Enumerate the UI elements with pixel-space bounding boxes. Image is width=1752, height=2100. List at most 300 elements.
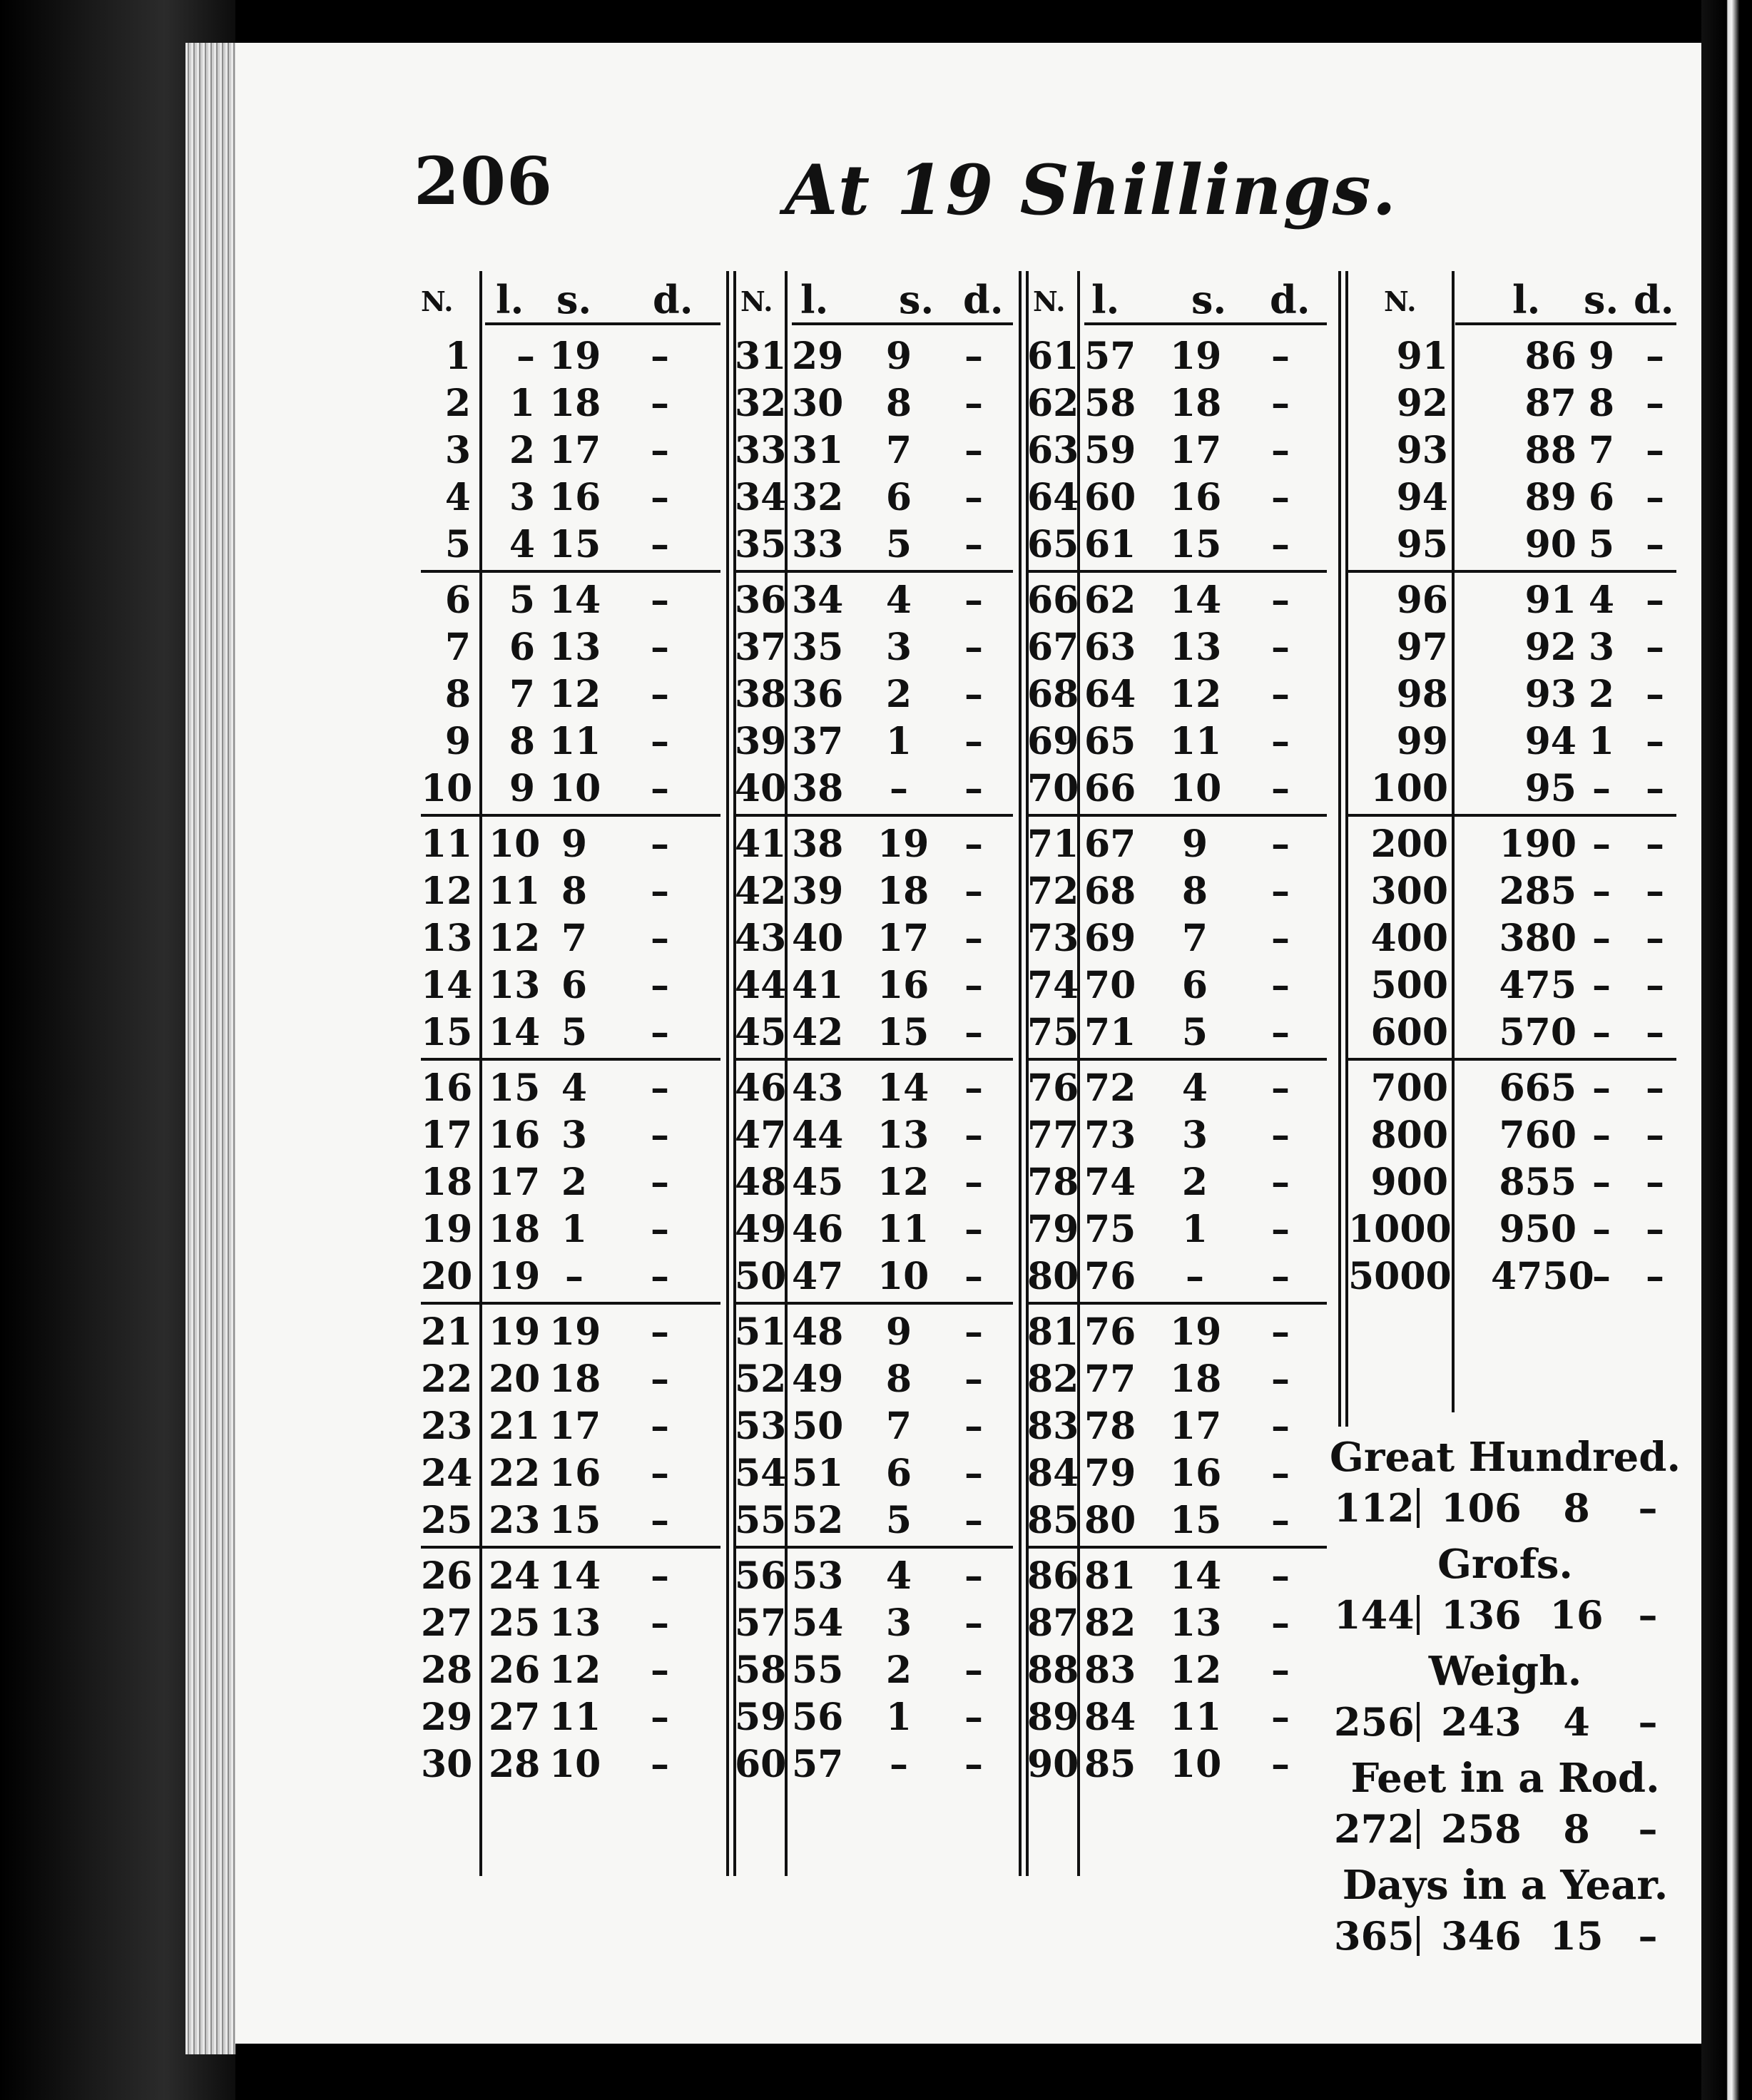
group-rule-line xyxy=(1027,1058,1327,1061)
extra-cell-d: – xyxy=(1638,1699,1658,1745)
cell-s: 5 xyxy=(561,1011,588,1054)
cell-d: – xyxy=(1646,1161,1664,1204)
cell-d: – xyxy=(964,1113,983,1157)
cell-s: 2 xyxy=(1181,1161,1208,1204)
group-rule xyxy=(421,1543,720,1551)
cell-n: 17 xyxy=(421,1113,473,1157)
rows xyxy=(1027,332,1327,1787)
cell-d: – xyxy=(1271,1357,1290,1401)
cell-s: 17 xyxy=(549,429,601,472)
cell-n: 84 xyxy=(1027,1452,1079,1495)
group-rule xyxy=(421,1055,720,1064)
cell-d: – xyxy=(651,1405,669,1448)
cell-n: 38 xyxy=(735,673,787,716)
cell-s: 14 xyxy=(549,578,601,622)
cell-l: 67 xyxy=(1084,822,1136,866)
cell-n: 41 xyxy=(735,822,787,866)
table-row xyxy=(421,1308,720,1355)
table-row xyxy=(1348,1252,1676,1299)
cell-l: 80 xyxy=(1084,1499,1136,1542)
extra-rule xyxy=(1417,1488,1420,1528)
page-edges xyxy=(185,43,235,2054)
cell-l: 43 xyxy=(792,1066,844,1110)
cell-s: 7 xyxy=(1588,429,1615,472)
cell-n: 54 xyxy=(735,1452,787,1495)
cell-l: 10 xyxy=(489,822,541,866)
table-row xyxy=(1027,1646,1327,1693)
group-rule-line xyxy=(735,570,1013,573)
cell-d: – xyxy=(651,382,669,425)
cell-d: – xyxy=(964,917,983,960)
cell-l: 23 xyxy=(489,1499,541,1542)
cell-n: 95 xyxy=(1396,523,1448,566)
table-row xyxy=(735,867,1013,914)
cell-n: 34 xyxy=(735,476,787,519)
cell-d: – xyxy=(1271,1696,1290,1739)
cell-l: 21 xyxy=(489,1405,541,1448)
header-s: s. xyxy=(1584,277,1619,322)
cell-s: 2 xyxy=(885,673,912,716)
cell-n: 900 xyxy=(1370,1161,1448,1204)
cell-d: – xyxy=(1271,870,1290,913)
cell-n: 4 xyxy=(444,476,471,519)
table-row xyxy=(421,1252,720,1299)
cell-n: 62 xyxy=(1027,382,1079,425)
cell-n: 5000 xyxy=(1348,1255,1452,1298)
group-rule xyxy=(421,567,720,576)
header-rule xyxy=(792,322,1013,325)
cell-d: – xyxy=(651,335,669,378)
cell-n: 18 xyxy=(421,1161,473,1204)
group-rule-line xyxy=(421,814,720,817)
cell-n: 40 xyxy=(735,767,787,810)
cell-d: – xyxy=(964,1066,983,1110)
cell-s: 13 xyxy=(877,1113,930,1157)
cell-n: 82 xyxy=(1027,1357,1079,1401)
cell-s: 16 xyxy=(549,476,601,519)
extra-cell-n: 144 xyxy=(1334,1592,1415,1638)
cell-n: 97 xyxy=(1396,626,1448,669)
extra-cell-n: 272 xyxy=(1334,1806,1415,1852)
cell-s: 7 xyxy=(561,917,588,960)
cell-l: 52 xyxy=(792,1499,844,1542)
cell-s: – xyxy=(1592,1255,1611,1298)
cell-s: – xyxy=(1592,767,1611,810)
table-column-2 xyxy=(735,271,1013,1876)
cell-d: – xyxy=(1271,523,1290,566)
cell-d: – xyxy=(1646,964,1664,1007)
cell-d: – xyxy=(1271,1405,1290,1448)
extra-rule xyxy=(1417,1702,1420,1742)
cell-l: 71 xyxy=(1084,1011,1136,1054)
column-header xyxy=(735,271,1013,321)
extra-row xyxy=(1334,1913,1676,1963)
cell-n: 76 xyxy=(1027,1066,1079,1110)
cell-s: 16 xyxy=(1170,1452,1222,1495)
extra-cell-l: 136 xyxy=(1441,1592,1522,1638)
table-row xyxy=(1027,961,1327,1008)
table-row xyxy=(421,1008,720,1055)
cell-l: 49 xyxy=(792,1357,844,1401)
cell-d: – xyxy=(1271,382,1290,425)
header-rule xyxy=(485,322,720,325)
group-rule-line xyxy=(735,814,1013,817)
group-rule xyxy=(735,1543,1013,1551)
table-row xyxy=(1348,473,1676,520)
cell-n: 45 xyxy=(735,1011,787,1054)
rows xyxy=(735,332,1013,1787)
table-row xyxy=(735,473,1013,520)
header-rule xyxy=(1084,322,1327,325)
facing-page-edge xyxy=(1701,0,1752,2100)
cell-s: 1 xyxy=(885,1696,912,1739)
page-number: 206 xyxy=(414,143,554,220)
table-row xyxy=(421,1205,720,1252)
cell-d: – xyxy=(1271,1554,1290,1598)
table-row xyxy=(1027,1064,1327,1111)
cell-l: 9 xyxy=(509,767,535,810)
cell-s: 15 xyxy=(549,1499,601,1542)
cell-d: – xyxy=(1271,1066,1290,1110)
header-s: s. xyxy=(899,277,934,322)
cell-d: – xyxy=(1646,870,1664,913)
cell-s: 2 xyxy=(885,1648,912,1692)
cell-n: 74 xyxy=(1027,964,1079,1007)
cell-s: 13 xyxy=(1170,626,1222,669)
cell-s: 7 xyxy=(885,429,912,472)
cell-s: 2 xyxy=(561,1161,588,1204)
group-rule xyxy=(1027,1543,1327,1551)
table-row xyxy=(421,1355,720,1402)
cell-n: 200 xyxy=(1370,822,1448,866)
table-row xyxy=(421,576,720,623)
table-row xyxy=(421,1064,720,1111)
double-rule-a xyxy=(1338,271,1341,1427)
table-row xyxy=(1027,1449,1327,1496)
cell-l: 31 xyxy=(792,429,844,472)
cell-l: 50 xyxy=(792,1405,844,1448)
cell-d: – xyxy=(651,1601,669,1645)
extra-title: Grofs. xyxy=(1437,1541,1573,1588)
cell-s: 13 xyxy=(549,626,601,669)
extra-cell-l: 106 xyxy=(1441,1485,1522,1531)
group-rule-line xyxy=(1348,1058,1676,1061)
cell-n: 90 xyxy=(1027,1743,1079,1786)
cell-l: 91 xyxy=(1524,578,1577,622)
cell-s: 4 xyxy=(885,1554,912,1598)
cell-n: 33 xyxy=(735,429,787,472)
cell-s: 11 xyxy=(549,720,601,763)
extra-cell-d: – xyxy=(1638,1913,1658,1959)
cell-n: 16 xyxy=(421,1066,473,1110)
table-row xyxy=(735,717,1013,764)
cell-n: 6 xyxy=(444,578,471,622)
group-rule xyxy=(735,811,1013,820)
cell-n: 77 xyxy=(1027,1113,1079,1157)
cell-d: – xyxy=(964,1405,983,1448)
cell-l: 57 xyxy=(792,1743,844,1786)
cell-d: – xyxy=(1271,335,1290,378)
cell-n: 25 xyxy=(421,1499,473,1542)
cell-l: 41 xyxy=(792,964,844,1007)
cell-l: 84 xyxy=(1084,1696,1136,1739)
cell-d: – xyxy=(1271,1161,1290,1204)
table-row xyxy=(735,1496,1013,1543)
table-row xyxy=(735,1008,1013,1055)
cell-l: 38 xyxy=(792,767,844,810)
cell-l: 18 xyxy=(489,1208,541,1251)
table-row xyxy=(735,379,1013,426)
cell-d: – xyxy=(964,767,983,810)
cell-l: 5 xyxy=(509,578,535,622)
table-row xyxy=(1348,670,1676,717)
cell-d: – xyxy=(1271,1743,1290,1786)
cell-s: – xyxy=(1186,1255,1204,1298)
extra-cell-s: 4 xyxy=(1563,1699,1590,1745)
cell-l: 7 xyxy=(509,673,535,716)
cell-l: 25 xyxy=(489,1601,541,1645)
cell-s: – xyxy=(1592,917,1611,960)
cell-d: – xyxy=(651,626,669,669)
cell-s: 19 xyxy=(1170,335,1222,378)
cell-s: 13 xyxy=(1170,1601,1222,1645)
cell-n: 100 xyxy=(1370,767,1448,810)
table-row xyxy=(735,1111,1013,1158)
cell-n: 53 xyxy=(735,1405,787,1448)
cell-l: 15 xyxy=(489,1066,541,1110)
table-row xyxy=(1348,332,1676,379)
table-row xyxy=(1027,1740,1327,1787)
cell-s: – xyxy=(1592,1208,1611,1251)
cell-l: 86 xyxy=(1524,335,1577,378)
cell-d: – xyxy=(964,673,983,716)
cell-d: – xyxy=(651,917,669,960)
cell-n: 31 xyxy=(735,335,787,378)
cell-d: – xyxy=(1646,429,1664,472)
cell-d: – xyxy=(651,1310,669,1354)
cell-s: 3 xyxy=(885,626,912,669)
cell-d: – xyxy=(964,1011,983,1054)
cell-n: 59 xyxy=(735,1696,787,1739)
table-row xyxy=(1027,1496,1327,1543)
cell-s: 8 xyxy=(1588,382,1615,425)
cell-d: – xyxy=(1271,476,1290,519)
table-row xyxy=(735,670,1013,717)
extra-title: Feet in a Rod. xyxy=(1350,1755,1660,1802)
table-row xyxy=(421,1158,720,1205)
group-rule xyxy=(1348,1055,1676,1064)
cell-l: 42 xyxy=(792,1011,844,1054)
cell-n: 48 xyxy=(735,1161,787,1204)
cell-s: 11 xyxy=(1170,1696,1222,1739)
table-row xyxy=(1027,1551,1327,1599)
table-row xyxy=(1348,961,1676,1008)
cell-n: 64 xyxy=(1027,476,1079,519)
extra-cell-l: 258 xyxy=(1441,1806,1522,1852)
cell-d: – xyxy=(964,523,983,566)
extra-cell-n: 256 xyxy=(1334,1699,1415,1745)
cell-l: 55 xyxy=(792,1648,844,1692)
cell-n: 32 xyxy=(735,382,787,425)
cell-l: 2 xyxy=(509,429,535,472)
cell-l: 89 xyxy=(1524,476,1577,519)
table-row xyxy=(421,670,720,717)
double-rule-a xyxy=(1019,271,1022,1876)
cell-s: 4 xyxy=(561,1066,588,1110)
cell-l: 69 xyxy=(1084,917,1136,960)
cell-n: 86 xyxy=(1027,1554,1079,1598)
table-row xyxy=(735,1402,1013,1449)
cell-s: 1 xyxy=(1588,720,1615,763)
table-row xyxy=(1348,520,1676,567)
cell-n: 47 xyxy=(735,1113,787,1157)
cell-s: 19 xyxy=(549,335,601,378)
cell-l: 47 xyxy=(792,1255,844,1298)
cell-l: 4750 xyxy=(1491,1255,1594,1298)
cell-l: 61 xyxy=(1084,523,1136,566)
cell-n: 10 xyxy=(421,767,473,810)
cell-n: 69 xyxy=(1027,720,1079,763)
cell-n: 22 xyxy=(421,1357,473,1401)
cell-n: 73 xyxy=(1027,917,1079,960)
cell-s: 16 xyxy=(877,964,930,1007)
table-row xyxy=(1027,623,1327,670)
cell-l: 16 xyxy=(489,1113,541,1157)
cell-s: 5 xyxy=(1181,1011,1208,1054)
cell-l: 92 xyxy=(1524,626,1577,669)
cell-s: 9 xyxy=(1588,335,1615,378)
cell-n: 1 xyxy=(444,335,471,378)
cell-s: 10 xyxy=(1170,767,1222,810)
table-row xyxy=(735,1740,1013,1787)
header-n: N. xyxy=(1033,285,1066,317)
cell-n: 44 xyxy=(735,964,787,1007)
cell-s: 17 xyxy=(549,1405,601,1448)
cell-l: 380 xyxy=(1499,917,1577,960)
cell-l: 37 xyxy=(792,720,844,763)
group-rule-line xyxy=(735,1302,1013,1305)
cell-n: 92 xyxy=(1396,382,1448,425)
cell-l: 19 xyxy=(489,1310,541,1354)
table-row xyxy=(421,332,720,379)
cell-n: 98 xyxy=(1396,673,1448,716)
cell-l: 36 xyxy=(792,673,844,716)
cell-d: – xyxy=(964,476,983,519)
cell-n: 15 xyxy=(421,1011,473,1054)
cell-d: – xyxy=(1271,1648,1290,1692)
cell-l: 87 xyxy=(1524,382,1577,425)
cell-s: 18 xyxy=(549,1357,601,1401)
cell-l: 48 xyxy=(792,1310,844,1354)
cell-s: 9 xyxy=(885,335,912,378)
table-row xyxy=(421,867,720,914)
cell-l: 78 xyxy=(1084,1405,1136,1448)
cell-s: 17 xyxy=(1170,429,1222,472)
cell-d: – xyxy=(651,1357,669,1401)
extra-row xyxy=(1334,1699,1676,1749)
table-row xyxy=(421,1693,720,1740)
cell-l: 58 xyxy=(1084,382,1136,425)
table-row xyxy=(1027,1355,1327,1402)
group-rule-line xyxy=(1027,570,1327,573)
table-row xyxy=(735,1551,1013,1599)
extra-rule xyxy=(1417,1595,1420,1635)
table-row xyxy=(735,426,1013,473)
cell-l: 66 xyxy=(1084,767,1136,810)
cell-s: 8 xyxy=(885,382,912,425)
cell-s: 17 xyxy=(877,917,930,960)
cell-d: – xyxy=(651,767,669,810)
cell-l: 8 xyxy=(509,720,535,763)
table-row xyxy=(1027,1402,1327,1449)
cell-l: 51 xyxy=(792,1452,844,1495)
cell-n: 800 xyxy=(1370,1113,1448,1157)
cell-n: 21 xyxy=(421,1310,473,1354)
cell-l: 1 xyxy=(509,382,535,425)
cell-d: – xyxy=(1646,822,1664,866)
cell-l: 475 xyxy=(1499,964,1577,1007)
group-rule xyxy=(1348,811,1676,820)
cell-n: 91 xyxy=(1396,335,1448,378)
cell-d: – xyxy=(651,1208,669,1251)
cell-d: – xyxy=(1646,1255,1664,1298)
cell-n: 89 xyxy=(1027,1696,1079,1739)
table-row xyxy=(421,717,720,764)
table-row xyxy=(1027,1008,1327,1055)
cell-n: 9 xyxy=(444,720,471,763)
cell-l: 82 xyxy=(1084,1601,1136,1645)
cell-l: 20 xyxy=(489,1357,541,1401)
cell-l: 39 xyxy=(792,870,844,913)
cell-l: 4 xyxy=(509,523,535,566)
extra-cell-s: 8 xyxy=(1563,1485,1590,1531)
header-l: l. xyxy=(1512,277,1541,322)
cell-n: 39 xyxy=(735,720,787,763)
cell-s: 12 xyxy=(549,1648,601,1692)
table-row xyxy=(421,1646,720,1693)
cell-d: – xyxy=(964,1696,983,1739)
cell-s: 5 xyxy=(885,1499,912,1542)
cell-l: 46 xyxy=(792,1208,844,1251)
cell-l: – xyxy=(516,335,535,378)
cell-d: – xyxy=(1646,1011,1664,1054)
cell-s: 3 xyxy=(885,1601,912,1645)
table-row xyxy=(735,1599,1013,1646)
table-row xyxy=(1027,426,1327,473)
table-row xyxy=(1027,764,1327,811)
cell-d: – xyxy=(651,1743,669,1786)
table-row xyxy=(1027,379,1327,426)
cell-d: – xyxy=(651,1066,669,1110)
cell-n: 2 xyxy=(444,382,471,425)
cell-n: 78 xyxy=(1027,1161,1079,1204)
table-row xyxy=(1348,1064,1676,1111)
cell-s: 9 xyxy=(561,822,588,866)
cell-l: 93 xyxy=(1524,673,1577,716)
extra-cell-s: 8 xyxy=(1563,1806,1590,1852)
table-row xyxy=(735,1693,1013,1740)
cell-s: 11 xyxy=(877,1208,930,1251)
cell-s: 14 xyxy=(877,1066,930,1110)
cell-d: – xyxy=(651,476,669,519)
cell-d: – xyxy=(1271,1011,1290,1054)
cell-l: 54 xyxy=(792,1601,844,1645)
cell-d: – xyxy=(1646,578,1664,622)
cell-l: 3 xyxy=(509,476,535,519)
cell-d: – xyxy=(1271,1310,1290,1354)
table-row xyxy=(421,914,720,961)
cell-s: – xyxy=(565,1255,584,1298)
